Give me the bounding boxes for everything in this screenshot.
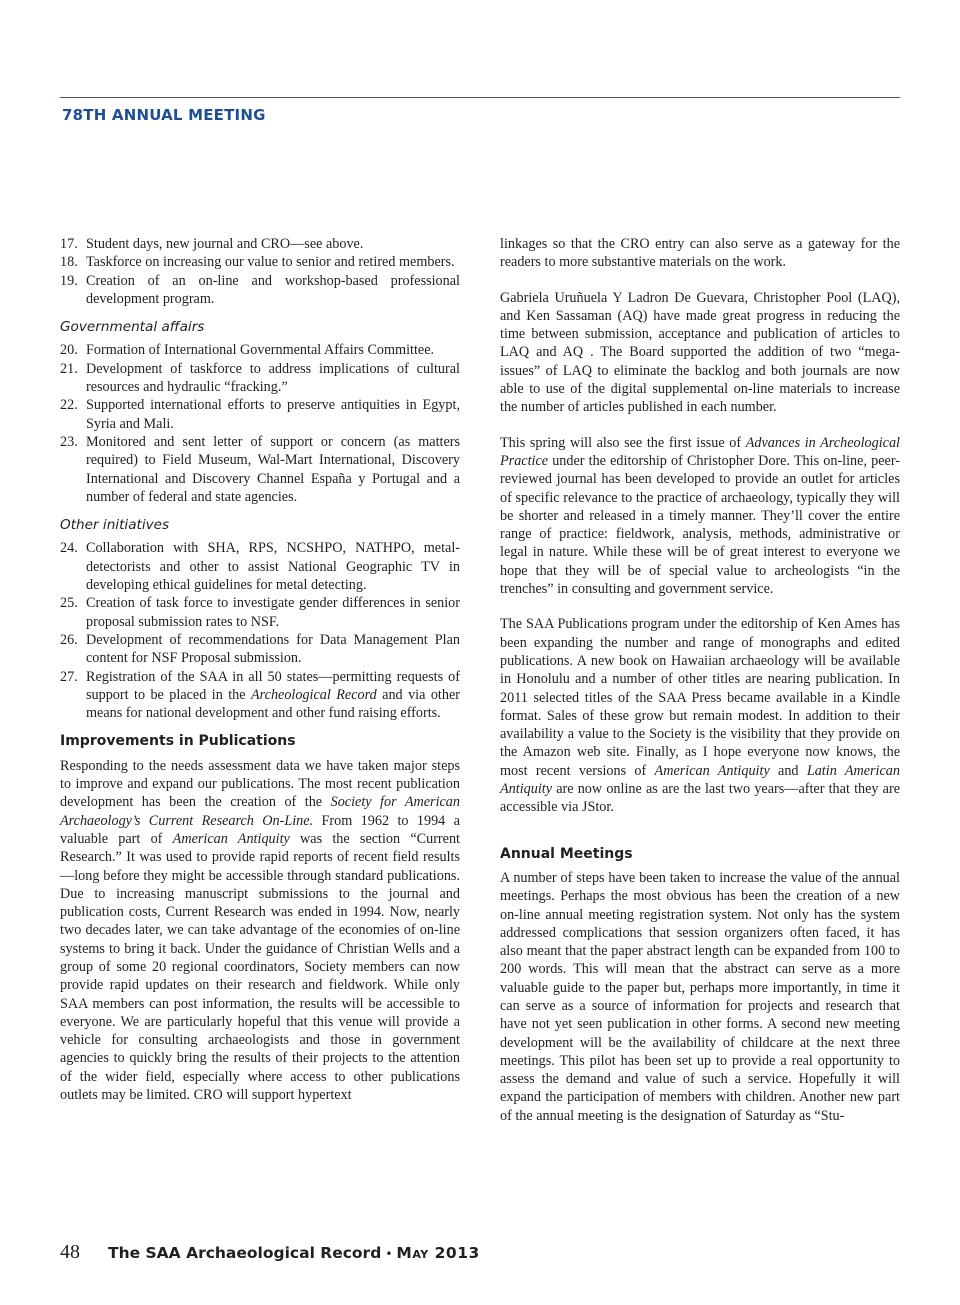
right-column — [500, 235, 900, 1142]
header-rule — [60, 97, 900, 98]
list-item: 17. Student days, new journal and CRO—see above. — [60, 236, 364, 252]
paragraph-journals: Gabriela Uruñuela Y Ladron De Guevara, Christopher Pool (LAQ), and Ken Sassaman (AQ) have made great progress in reducing the time between submission, acceptance and publication of articles to LAQ and AQ . The Board supported the addition of two “mega-issues” of LAQ to eliminate the backlog and both journals are now able to use of the digital supplemental on-line materials to increase the number of articles published in each number. — [500, 289, 900, 416]
left-column — [60, 235, 460, 1121]
list-item: 24. Collaboration with SHA, RPS, NCSHPO, NATHPO, metal-detectorists and other to assist National Geographic TV in developing ethical guidelines for metal detecting. — [60, 540, 460, 594]
subhead-other-initiatives: Other initiatives — [60, 517, 170, 534]
list-item: 21. Development of taskforce to address implications of cultural resources and hydraulic “fracking.” — [60, 360, 460, 396]
list-item: 25. Creation of task force to investigate gender differences in senior proposal submission rates to NSF. — [60, 595, 460, 630]
bullet-separator: • — [385, 1247, 393, 1261]
list-item: 27. Registration of the SAA in all 50 states—permitting requests of support to be placed in the Archeological Record and via other means for national development and other fund raising efforts. — [60, 668, 460, 722]
list-item: 26. Development of recommendations for Data Management Plan content for NSF Proposal submission. — [60, 631, 460, 667]
list-item: 23. Monitored and sent letter of support or concern (as matters required) to Field Museum, Wal-Mart International, Discovery International and Discovery Channel España y Portugal and a number of federal and state agencies. — [60, 433, 460, 505]
list-item: 20. Formation of International Governmental Affairs Committee. — [60, 342, 435, 359]
list-item: 22. Supported international efforts to preserve antiquities in Egypt, Syria and Mali. — [60, 397, 460, 432]
subhead-governmental-affairs: Governmental affairs — [60, 319, 205, 336]
paragraph-annual-meetings: A number of steps have been taken to increase the value of the annual meetings. Perhaps the most obvious has been the creation of a new on-line annual meeting registration system. Not only has the system addressed complications that session organizers often faced, it has also meant that the paper abstract length can be expanded from 100 to 200 words. This will mean that the abstract can serve as a more valuable guide to the paper but, perhaps more importantly, in time it can serve as a source of information for projects and research that have not yet seen publication in other forms. A second new meeting development will be the availability of childcare at the next three meetings. This pilot has been set up to provide a real opportunity to assess the demand and value of such a service. Hopefully it will expand the participation of members with children. Another new part of the annual meeting is the designation of Saturday as “Stu- — [500, 869, 900, 1124]
paragraph-advances: This spring will also see the first issue of Advances in Archeological Practice under the editorship of Christopher Dore. This on-line, peer-reviewed journal has been developed to provide an outlet for articles of specific relevance to the practice of archaeology, typically they will be shorter and released in a timely manner. They’ll cover the entire range of practice: fieldwork, analysis, methods, administrative or legal in nature. While these will be of great interest to everyone we hope that they will be of special value to archeologists “in the trenches” in consulting and government service. — [500, 434, 900, 598]
section-heading-publications: Improvements in Publications — [60, 733, 296, 750]
section-heading-annual-meetings: Annual Meetings — [500, 845, 633, 862]
list-governmental-affairs — [60, 341, 460, 506]
list-item: 18. Taskforce on increasing our value to senior and retired members. — [60, 254, 455, 271]
running-head: 78TH ANNUAL MEETING — [62, 106, 266, 124]
list-other-initiatives — [60, 539, 460, 722]
page-footer — [60, 1241, 480, 1264]
paragraph-cro-linkages: linkages so that the CRO entry can also serve as a gateway for the readers to more substantive materials on the work. — [500, 236, 900, 271]
issue-date: May 2013 — [396, 1244, 480, 1262]
list-item: 19. Creation of an on-line and workshop-based professional development program. — [60, 272, 460, 307]
publications-paragraph: Responding to the needs assessment data we have taken major steps to improve and expand our publications. The most recent publication development has been the creation of the Society for American Archaeology’s Current Research On-Line. From 1962 to 1994 a valuable part of American Antiquity was the section “Current Research.” It was used to provide rapid reports of recent field results—long before they might be accessible through standard publications. Due to increasing manuscript submissions to the journal and publication costs, Current Research was ended in 1994. Now, nearly two decades later, we can take advantage of the economies of on-line systems to bring it back. Under the guidance of Christian Wells and a group of some 20 regional coordinators, Society members can now provide rapid updates on their research and fieldwork. While only SAA members can post information, the results will be accessible to everyone. We are particularly hopeful that this venue will provide a vehicle for consulting archaeologists and those in government agencies to quickly bring the results of their projects to the attention of the wider field, especially where access to other publications outlets may be limited. CRO will support hypertext — [60, 757, 460, 1104]
magazine-title: The SAA Archaeological Record — [108, 1244, 382, 1262]
paragraph-saa-press: The SAA Publications program under the editorship of Ken Ames has been expanding the number and range of monographs and edited publications. A new book on Hawaiian archaeology will be available in Honolulu and a number of other titles are nearing publication. In 2011 selected titles of the SAA Press became available in a Kindle format. Sales of these grow but remain modest. In addition to their availability a value to the Society is the visibility that they provide on the Amazon web site. Finally, as I hope everyone now knows, the most recent versions of American Antiquity and Latin American Antiquity are now online as are the last two years—after that they are accessible via JStor. — [500, 616, 900, 816]
page-number: 48 — [60, 1241, 80, 1263]
list-continuation — [60, 235, 460, 308]
